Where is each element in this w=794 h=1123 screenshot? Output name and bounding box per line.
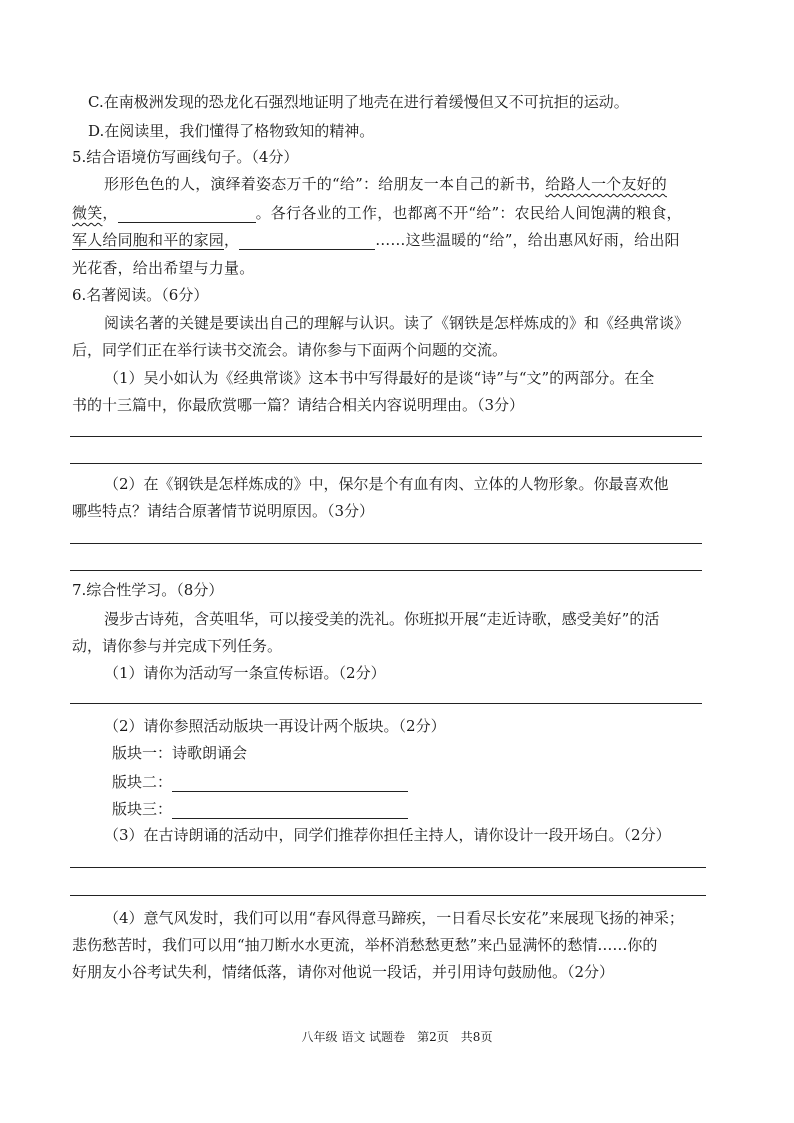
q6-sub1-answer-line-2[interactable] <box>70 463 702 464</box>
q5-answer-blank-1[interactable] <box>118 206 256 223</box>
q7-block-3-blank[interactable] <box>172 802 408 819</box>
q6-intro-1: 阅读名著的关键是要读出自己的理解与认识。读了《钢铁是怎样炼成的》和《经典常谈》 <box>104 314 690 332</box>
q5-line3-text: ……这些温暖的“给”，给出惠风好雨，给出阳 <box>375 231 680 249</box>
q6-intro-2: 后，同学们正在举行读书交流会。请你参与下面两个问题的交流。 <box>72 341 508 359</box>
q7-block-2-label: 版块二： <box>112 773 173 791</box>
q5-line1 <box>104 174 667 194</box>
q7-block-3 <box>112 799 408 819</box>
q7-sub1: （1）请你为活动写一条宣传标语。（2分） <box>104 664 386 682</box>
q6-sub1-answer-line-1[interactable] <box>70 436 702 437</box>
option-c: C.在南极洲发现的恐龙化石强烈地证明了地壳在进行着缓慢但又不可抗拒的运动。 <box>88 93 629 111</box>
q7-block-2-blank[interactable] <box>172 775 408 792</box>
q6-sub1-line2: 书的十三篇中，你最欣赏哪一篇？请结合相关内容说明理由。（3分） <box>72 396 525 414</box>
q7-sub4-line3: 好朋友小谷考试失利，情绪低落，请你对他说一段话，并引用诗句鼓励他。（2分） <box>72 963 615 981</box>
q5-underlined-sentence-2: 微笑 <box>72 204 103 222</box>
q5-answer-blank-2[interactable] <box>239 233 375 250</box>
q7-sub3-answer-line-1[interactable] <box>70 867 706 868</box>
q5-comma: ， <box>102 204 118 222</box>
q5-line3 <box>72 230 680 250</box>
q5-line2 <box>72 203 682 223</box>
q5-line2-text: 。各行各业的工作，也都离不开“给”：农民给人间饱满的粮食， <box>255 204 682 222</box>
q7-intro-2: 动，请你参与并完成下列任务。 <box>72 637 283 655</box>
q7-title: 7.综合性学习。（8分） <box>72 581 224 599</box>
q7-sub1-answer-line[interactable] <box>70 703 702 704</box>
q6-sub2-line2: 哪些特点？请结合原著情节说明原因。（3分） <box>72 502 375 520</box>
q6-sub1-line1: （1）吴小如认为《经典常谈》这本书中写得最好的是谈“诗”与“文”的两部分。在全 <box>104 369 655 387</box>
q7-sub2: （2）请你参照活动版块一再设计两个版块。（2分） <box>104 717 446 735</box>
q5-comma-2: ， <box>224 231 240 249</box>
q7-block-3-label: 版块三： <box>112 800 173 818</box>
q7-sub4-line2: 悲伤愁苦时，我们可以用“抽刀断水水更流，举杯消愁愁更愁”来凸显满怀的愁情……你的 <box>72 936 658 954</box>
q6-sub2-answer-line-1[interactable] <box>70 543 702 544</box>
q5-underlined-sentence-1: 给路人一个友好的 <box>545 175 667 193</box>
q7-block-2 <box>112 772 408 792</box>
q6-sub2-answer-line-2[interactable] <box>70 570 702 571</box>
q7-sub3-answer-line-2[interactable] <box>70 895 706 896</box>
option-d: D.在阅读里，我们懂得了格物致知的精神。 <box>88 122 375 140</box>
q7-sub4-line1: （4）意气风发时，我们可以用“春风得意马蹄疾，一日看尽长安花”来展现飞扬的神采； <box>104 909 684 927</box>
q6-sub2-line1: （2）在《钢铁是怎样炼成的》中，保尔是个有血有肉、立体的人物形象。你最喜欢他 <box>104 475 669 493</box>
q7-intro-1: 漫步古诗苑，含英咀华，可以接受美的洗礼。你班拟开展“走近诗歌，感受美好”的活 <box>104 610 660 628</box>
page-footer: 八年级 语文 试题卷 第2页 共8页 <box>301 1030 493 1044</box>
q6-title: 6.名著阅读。（6分） <box>72 286 209 304</box>
q5-line4: 光花香，给出希望与力量。 <box>72 259 255 277</box>
q5-line1-text: 形形色色的人，演绎着姿态万千的“给”：给朋友一本自己的新书， <box>104 175 546 193</box>
q5-underlined-sentence-3: 军人给同胞和平的家园 <box>72 231 225 249</box>
q7-block-1: 版块一：诗歌朗诵会 <box>112 744 248 762</box>
q7-sub3: （3）在古诗朗诵的活动中，同学们推荐你担任主持人，请你设计一段开场白。（2分） <box>104 826 671 844</box>
q5-title: 5.结合语境仿写画线句子。（4分） <box>72 148 299 166</box>
